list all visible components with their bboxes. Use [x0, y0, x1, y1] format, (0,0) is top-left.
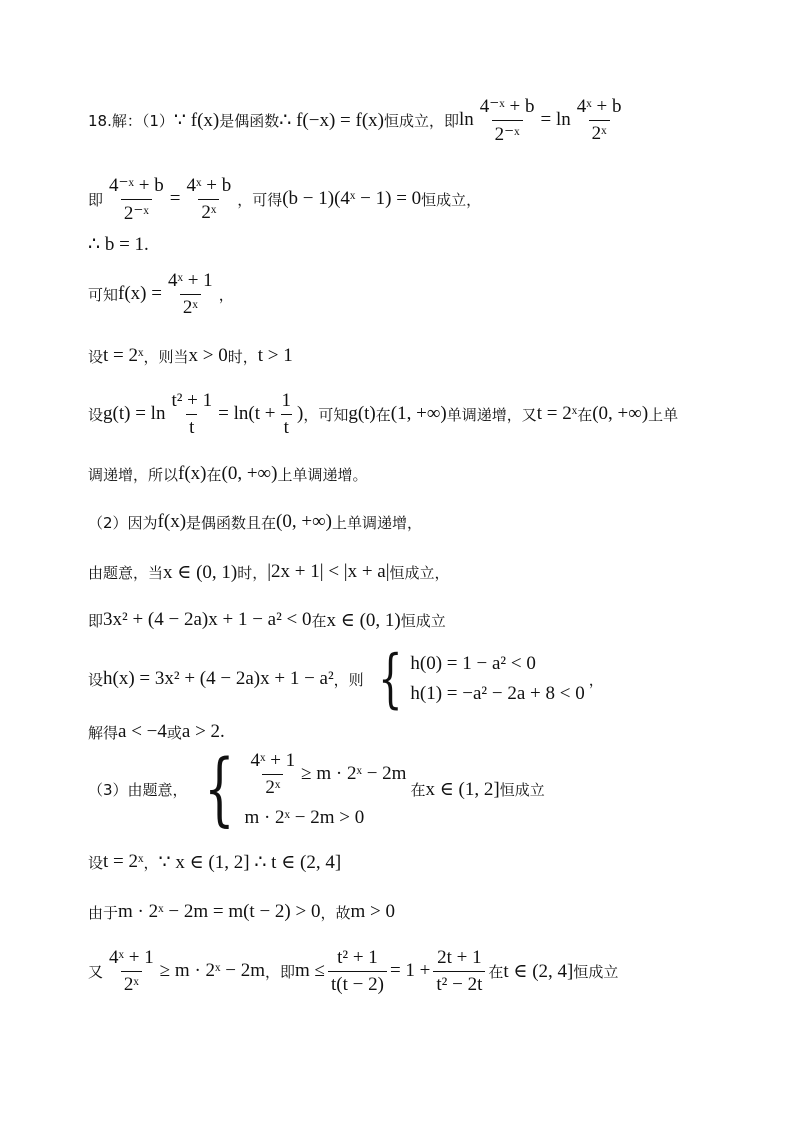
fraction [106, 174, 167, 225]
chinese-text: 设 [88, 405, 104, 424]
fraction-numerator: 4ˣ + b [576, 95, 622, 117]
chinese-text: ，则当 [143, 347, 189, 366]
math-expression: a < −4 [118, 721, 167, 742]
line-5 [88, 344, 293, 368]
chinese-text: 时， [227, 347, 258, 366]
chinese-text: ，即 [265, 962, 296, 981]
math-expression: f(x) = [118, 283, 162, 304]
chinese-text: 时， [237, 563, 268, 582]
chinese-text: 即 [88, 611, 104, 630]
left-brace: { [377, 642, 403, 716]
fraction [574, 96, 625, 145]
chinese-text: 恒成立， [421, 190, 482, 209]
chinese-text: ， [218, 285, 234, 304]
fraction [183, 175, 234, 224]
math-expression: (1, +∞) [390, 403, 447, 424]
fraction-numerator: 1 [281, 389, 291, 411]
math-expression: g(t) [348, 403, 376, 424]
chinese-text: 又 [88, 962, 104, 981]
fraction-denominator: 2ˣ [589, 120, 610, 145]
line-3 [88, 232, 149, 256]
system-row: m · 2ˣ − 2m > 0 [244, 806, 365, 828]
chinese-text: （2）因为 [88, 513, 158, 532]
line-7 [88, 462, 367, 486]
fraction-denominator: t [281, 414, 292, 439]
chinese-text: ，故 [320, 903, 351, 922]
math-expression: t = 2ˣ [103, 345, 144, 366]
fraction [165, 270, 216, 319]
fraction [106, 947, 157, 996]
math-expression: g(t) = ln [103, 403, 166, 424]
chinese-text: ，可得 [237, 190, 283, 209]
math-expression: (b − 1)(4ˣ − 1) = 0 [282, 188, 422, 209]
fraction-numerator: 4ˣ + b [186, 174, 232, 196]
system-rows [244, 749, 406, 829]
chinese-text: 在 [488, 962, 504, 981]
chinese-text: 设 [88, 347, 104, 366]
chinese-text: ，可知 [303, 405, 349, 424]
math-expression: ln [459, 109, 474, 130]
chinese-text: 设 [88, 670, 104, 689]
line-13 [88, 742, 545, 835]
chinese-text: 上单 [648, 405, 679, 424]
system-row: h(0) = 1 − a² < 0 [410, 653, 536, 674]
math-expression: ) [296, 403, 304, 424]
chinese-text: ，则 [333, 670, 364, 689]
fraction-denominator: 2⁻ˣ [492, 120, 523, 146]
chinese-text: 恒成立 [573, 962, 619, 981]
fraction [168, 390, 215, 439]
fraction-denominator: 2ˣ [198, 199, 219, 224]
line-12 [88, 720, 225, 744]
chinese-text: 是偶函数且在 [186, 513, 277, 532]
line-10 [88, 608, 446, 632]
math-expression: ∴ b = 1. [88, 233, 149, 255]
math-expression: m > 0 [350, 901, 395, 922]
system-row-rest: ≥ m · 2ˣ − 2m [301, 763, 407, 784]
math-expression: f(x) [178, 463, 207, 484]
line-9 [88, 560, 450, 584]
line-8 [88, 510, 422, 534]
math-expression: x ∈ (0, 1) [163, 561, 238, 583]
chinese-text: 在 [311, 611, 327, 630]
fraction [328, 947, 387, 996]
fraction-denominator: t² − 2t [433, 971, 485, 996]
math-expression: x ∈ (1, 2] [425, 778, 500, 800]
chinese-text: 在 [206, 465, 222, 484]
system-rows [410, 647, 584, 711]
system-row: h(1) = −a² − 2a + 8 < 0 [410, 683, 585, 704]
math-expression: (0, +∞) [592, 403, 649, 424]
chinese-text: （3）由题意， [88, 780, 188, 799]
chinese-text: 上单调递增。 [277, 465, 368, 484]
math-expression: = ln [540, 109, 571, 130]
fraction-numerator: 4ˣ + 1 [250, 749, 296, 771]
chinese-text: 即 [88, 190, 104, 209]
chinese-text: 单调递增，又 [446, 405, 537, 424]
math-expression: t ∈ (2, 4] [503, 960, 574, 982]
system-row [244, 750, 406, 799]
chinese-text: 是偶函数 [219, 111, 280, 130]
line-4 [88, 269, 234, 318]
math-expression: (0, +∞) [276, 511, 332, 532]
fraction-denominator: t(t − 2) [328, 971, 387, 996]
chinese-text: 恒成立 [400, 611, 446, 630]
chinese-text: 设 [88, 853, 104, 872]
chinese-text: 恒成立， [389, 563, 450, 582]
left-brace: { [203, 742, 235, 835]
math-expression: a > 2. [181, 721, 225, 742]
fraction-numerator: t² + 1 [171, 389, 213, 411]
fraction-denominator: 2ˣ [262, 774, 283, 799]
fraction-numerator: 2t + 1 [437, 946, 482, 968]
chinese-text: 上单调递增， [331, 513, 422, 532]
chinese-text: 恒成立，即 [383, 111, 459, 130]
math-expression: x ∈ (0, 1) [326, 609, 401, 631]
fraction [247, 750, 298, 799]
math-expression: = 1 + [389, 960, 431, 981]
line-14 [88, 850, 341, 874]
fraction [477, 95, 538, 146]
math-expression: t = 2ˣ [536, 403, 578, 424]
chinese-text: ， [143, 853, 159, 872]
chinese-text: 恒成立 [499, 780, 545, 799]
math-expression: t = 2ˣ [103, 851, 144, 872]
chinese-text: 由于 [88, 903, 119, 922]
math-expression: (0, +∞) [221, 463, 278, 484]
line-1 [88, 95, 628, 145]
chinese-text: 在 [577, 405, 593, 424]
fraction-numerator: 4⁻ˣ + b [109, 174, 164, 196]
fraction-denominator: 2⁻ˣ [121, 199, 152, 225]
fraction [433, 947, 485, 996]
chinese-text: 在 [375, 405, 391, 424]
chinese-text: 在 [410, 780, 426, 799]
line-2 [88, 174, 482, 224]
line-16 [88, 946, 618, 996]
line-6 [88, 389, 679, 438]
chinese-text: 18.解：（1） [88, 111, 174, 130]
chinese-text: 调递增，所以 [88, 465, 179, 484]
fraction [278, 390, 294, 439]
fraction-denominator: t [186, 414, 197, 439]
math-expression: = ln(t + [218, 403, 276, 424]
fraction-numerator: 4ˣ + 1 [167, 269, 213, 291]
fraction-denominator: 2ˣ [180, 294, 201, 319]
math-expression: 3x² + (4 − 2a)x + 1 − a² < 0 [103, 609, 312, 630]
math-expression: m · 2ˣ − 2m = m(t − 2) > 0 [118, 901, 321, 922]
math-expression: ∵ x ∈ (1, 2] ∴ t ∈ (2, 4] [158, 851, 342, 873]
chinese-text: 解得 [88, 723, 119, 742]
math-expression: t > 1 [257, 345, 293, 366]
math-expression: m ≤ [295, 960, 325, 981]
chinese-text: ， [588, 670, 604, 689]
math-expression: ∴ f(−x) = f(x) [279, 109, 384, 131]
math-expression: = [169, 188, 181, 209]
math-expression: f(x) [157, 511, 187, 532]
line-15 [88, 900, 395, 924]
math-expression: h(x) = 3x² + (4 − 2a)x + 1 − a² [103, 668, 334, 689]
chinese-text: 由题意，当 [88, 563, 164, 582]
equation-system [370, 642, 585, 716]
math-expression: ∵ f(x) [173, 109, 220, 131]
inequality-system [194, 742, 407, 835]
math-expression: |2x + 1| < |x + a| [267, 561, 390, 582]
chinese-text: 或 [166, 723, 182, 742]
fraction-numerator: t² + 1 [337, 946, 378, 968]
math-expression: x > 0 [188, 345, 228, 366]
math-expression: ≥ m · 2ˣ − 2m [159, 960, 266, 981]
fraction-denominator: 2ˣ [121, 971, 142, 996]
fraction-numerator: 4ˣ + 1 [109, 946, 154, 968]
fraction-numerator: 4⁻ˣ + b [479, 95, 535, 117]
line-11 [88, 642, 604, 716]
chinese-text: 可知 [88, 285, 119, 304]
